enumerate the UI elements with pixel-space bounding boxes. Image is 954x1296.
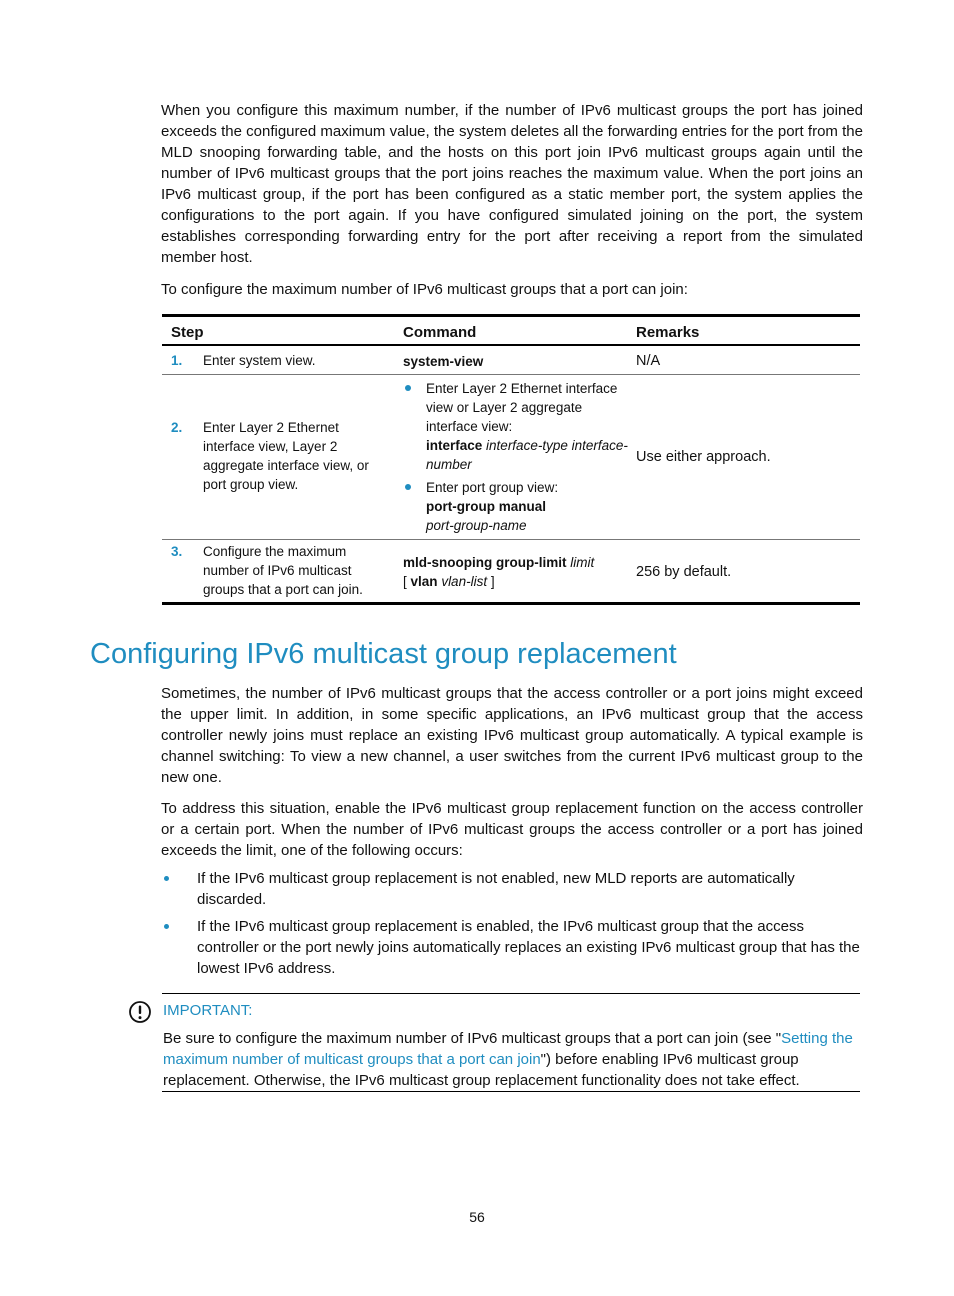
page-number: 56 bbox=[469, 1209, 485, 1225]
bracket-open: [ bbox=[403, 574, 407, 589]
step-number: 2. bbox=[171, 420, 183, 435]
bullet-icon bbox=[405, 385, 411, 391]
cross-reference-link[interactable]: Setting the maximum number of multicast groups that a port can join bbox=[163, 1030, 853, 1068]
step-description: Enter Layer 2 Ethernet interface view, Layer 2 aggregate interface view, or port group view. bbox=[203, 420, 369, 492]
command-argument: vlan-list bbox=[441, 574, 488, 589]
list-item bbox=[161, 868, 863, 910]
important-bottom-rule bbox=[162, 1091, 860, 1092]
table-bottom-rule bbox=[162, 602, 860, 605]
step-number: 1. bbox=[171, 353, 183, 368]
remarks-text: N/A bbox=[636, 353, 661, 369]
important-text: Be sure to configure the maximum number of IPv6 multicast groups that a port can join (see " bbox=[163, 1030, 782, 1047]
important-label: IMPORTANT: bbox=[163, 1002, 253, 1019]
section-paragraph: Sometimes, the number of IPv6 multicast groups that the access controller or a port joins might exceed the upper limit. In addition, in some specific applications, an IPv6 multicast group that the access controller newly joins must replace an existing IPv6 multicast group automatically. A typical example is channel switching: To view a new channel, a user switches from the current IPv6 multicast group to the new one. bbox=[161, 685, 863, 786]
table-top-rule bbox=[162, 314, 860, 317]
section-paragraph: To address this situation, enable the IPv6 multicast group replacement function on the access controller or a certain port. When the number of IPv6 multicast groups the access controller or a port has joined exceeds the limit, one of the following occurs: bbox=[161, 800, 863, 859]
option-text: Enter port group view: bbox=[426, 480, 559, 495]
command-option bbox=[403, 379, 628, 474]
command-argument: port-group-name bbox=[426, 518, 527, 533]
row-divider bbox=[162, 374, 860, 375]
bracket-close: ] bbox=[490, 574, 495, 589]
step-description: Enter system view. bbox=[203, 353, 316, 368]
list-item-text: If the IPv6 multicast group replacement is enabled, the IPv6 multicast group that the access controller or the port newly joins automatically replaces an existing IPv6 multicast group that has the lowest IPv6 address. bbox=[197, 918, 860, 977]
header-rule bbox=[162, 344, 860, 346]
section-heading: Configuring IPv6 multicast group replacement bbox=[90, 638, 677, 670]
remarks-text: 256 by default. bbox=[636, 564, 732, 580]
command-keyword: port-group manual bbox=[426, 499, 546, 514]
important-text: ") before enabling IPv6 multicast group replacement. Otherwise, the IPv6 multicast group replacement functionality does not take effect. bbox=[163, 1051, 800, 1089]
bullet-icon bbox=[164, 924, 169, 929]
command-options bbox=[403, 379, 628, 535]
exclamation-circle-icon bbox=[128, 1000, 152, 1024]
intro-paragraph: When you configure this maximum number, if the number of IPv6 multicast groups the port has joined exceeds the configured maximum value, the system deletes all the forwarding entries for the port from the MLD snooping forwarding table, and the hosts on this port join IPv6 multicast groups again until the number of IPv6 multicast groups that the port joins reaches the maximum value. When the port joins an IPv6 multicast group, if the port has been configured as a static member port, the system applies the configurations to the port again. If you have configured simulated joining on the port, the system establishes corresponding forwarding entry for the port after receiving a report from the simulated member host. bbox=[161, 102, 863, 266]
command-option bbox=[403, 478, 628, 535]
list-item-text: If the IPv6 multicast group replacement is not enabled, new MLD reports are automatically discarded. bbox=[197, 870, 795, 908]
command-text: system-view bbox=[403, 354, 484, 369]
step-description: Configure the maximum number of IPv6 multicast groups that a port can join. bbox=[203, 544, 363, 597]
command-keyword: vlan bbox=[410, 574, 438, 589]
header-remarks: Remarks bbox=[636, 324, 700, 341]
remarks-text: Use either approach. bbox=[636, 449, 771, 465]
command-argument: limit bbox=[570, 555, 595, 570]
header-step: Step bbox=[171, 324, 204, 341]
command-text bbox=[403, 553, 628, 591]
step-number: 3. bbox=[171, 544, 183, 559]
important-note bbox=[163, 1028, 863, 1091]
bullet-icon bbox=[164, 876, 169, 881]
command-keyword: mld-snooping group-limit bbox=[403, 555, 567, 570]
option-text: Enter Layer 2 Ethernet interface view or Layer 2 aggregate interface view: bbox=[426, 381, 618, 434]
bullet-list bbox=[161, 868, 863, 979]
bullet-icon bbox=[405, 484, 411, 490]
command-keyword: interface bbox=[426, 438, 483, 453]
row-divider bbox=[162, 539, 860, 540]
list-item bbox=[161, 916, 863, 979]
important-top-rule bbox=[162, 993, 860, 994]
command-argument: interface-type interface-number bbox=[426, 438, 628, 472]
table-lead-in: To configure the maximum number of IPv6 multicast groups that a port can join: bbox=[161, 281, 688, 298]
header-command: Command bbox=[403, 324, 477, 341]
